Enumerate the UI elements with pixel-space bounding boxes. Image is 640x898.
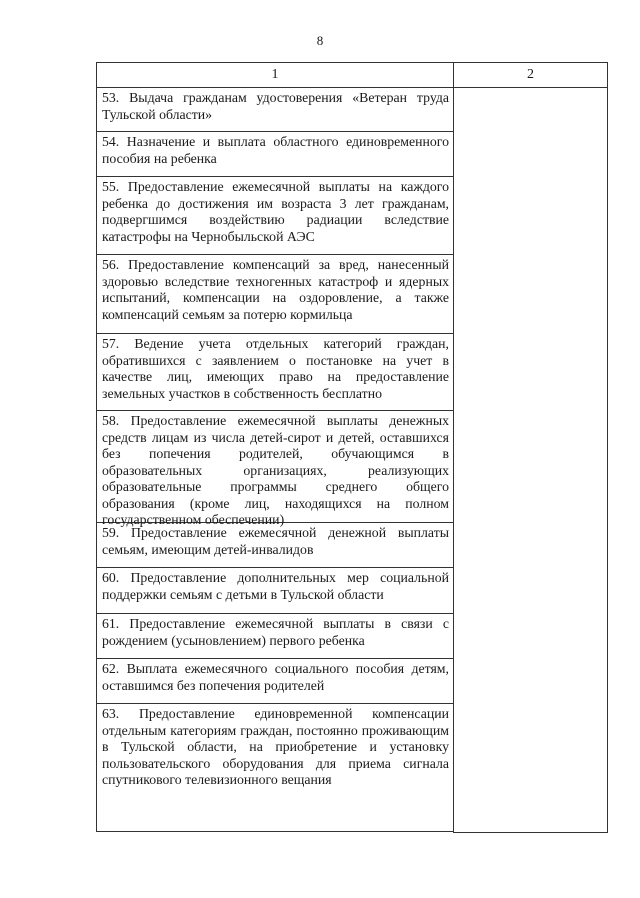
table-header-row bbox=[97, 63, 608, 88]
service-item-62: 62. Выплата ежемесячного социального пособия детям, оставшимся без попечения родителей bbox=[97, 659, 453, 704]
service-item-58: 58. Предоставление ежемесячной выплаты денежных средств лицам из числа детей-сирот и детей, оставшихся без попечения родителей, обучающимся в образовательных организациях, реализующих образовательные программы среднего общего образования (кроме лиц, находящихся на полном государственном обеспечении) bbox=[97, 411, 453, 523]
service-item-59: 59. Предоставление ежемесячной денежной выплаты семьям, имеющим детей-инвалидов bbox=[97, 523, 453, 568]
page-number: 8 bbox=[316, 33, 324, 48]
service-item-54: 54. Назначение и выплата областного единовременного пособия на ребенка bbox=[97, 132, 453, 177]
table-body-row bbox=[97, 88, 608, 833]
services-table bbox=[96, 62, 608, 833]
service-item-53: 53. Выдача гражданам удостоверения «Ветеран труда Тульской области» bbox=[97, 88, 453, 132]
service-list-cell bbox=[97, 88, 454, 833]
service-item-63: 63. Предоставление единовременной компенсации отдельным категориям граждан, постоянно проживающим в Тульской области, на приобретение и установку пользовательского оборудования для приема сигнала спутникового телевизионного вещания bbox=[97, 704, 453, 832]
service-item-61: 61. Предоставление ежемесячной выплаты в связи с рождением (усыновлением) первого ребенка bbox=[97, 614, 453, 659]
service-item-56: 56. Предоставление компенсаций за вред, нанесенный здоровью вследствие техногенных катастроф и ядерных испытаний, компенсации на оздоровление, а также компенсаций семьям за потерю кормильца bbox=[97, 255, 453, 334]
column-header-2: 2 bbox=[454, 63, 608, 88]
service-item-57: 57. Ведение учета отдельных категорий граждан, обратившихся с заявлением о постановке на учет в качестве лиц, имеющих право на предоставление земельных участков в собственность бесплатно bbox=[97, 334, 453, 411]
service-item-55: 55. Предоставление ежемесячной выплаты на каждого ребенка до достижения им возраста 3 лет гражданам, подвергшимся воздействию радиации вследствие катастрофы на Чернобыльской АЭС bbox=[97, 177, 453, 255]
column-2-cell bbox=[454, 88, 608, 833]
column-header-1: 1 bbox=[97, 63, 454, 88]
service-item-60: 60. Предоставление дополнительных мер социальной поддержки семьям с детьми в Тульской области bbox=[97, 568, 453, 614]
